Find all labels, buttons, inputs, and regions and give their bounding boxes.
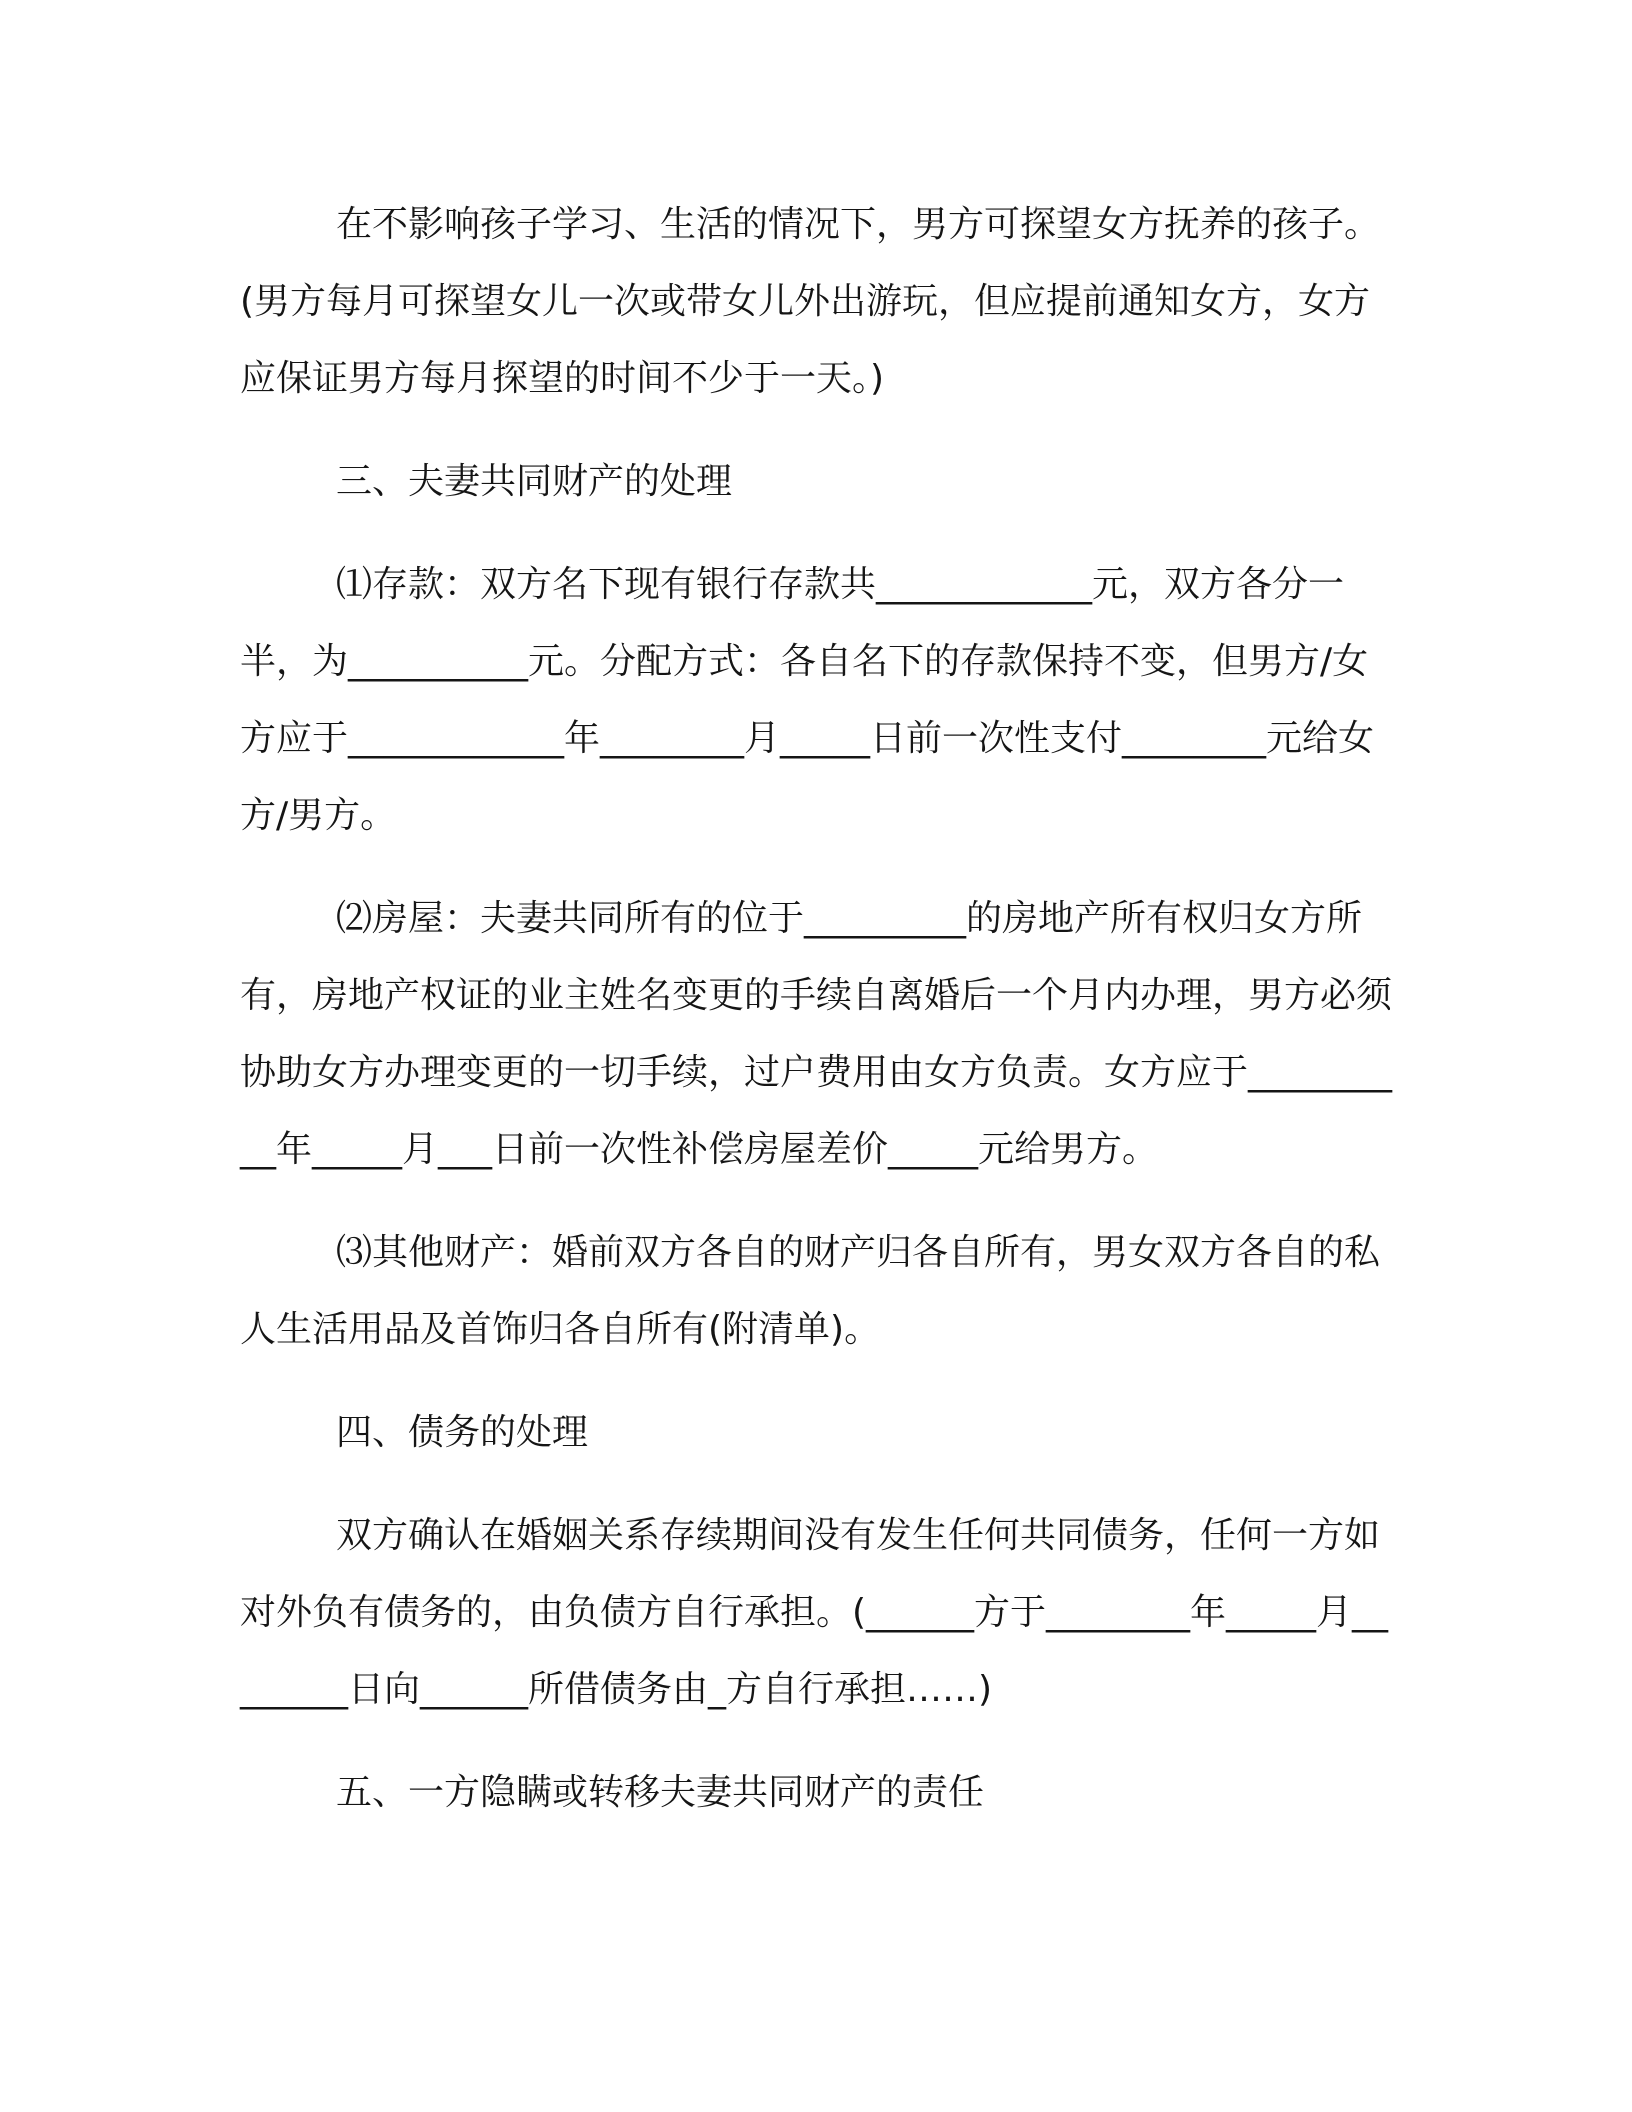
other-property-clause-paragraph: ⑶其他财产：婚前双方各自的财产归各自所有，男女双方各自的私人生活用品及首饰归各自所有(附清单)。 xyxy=(240,1232,1381,1350)
section-four-heading: 四、债务的处理 xyxy=(336,1412,589,1453)
house-clause-paragraph: ⑵房屋：夫妻共同所有的位于_________的房地产所有权归女方所有，房地产权证的业主姓名变更的手续自离婚后一个月内办理，男方必须协助女方办理变更的一切手续，过户费用由女方负责。女方应于__________年_____月___日前一次性补偿房屋差价_____元给男方。 xyxy=(240,898,1393,1170)
deposit-clause-paragraph: ⑴存款：双方名下现有银行存款共____________元，双方各分一半，为__________元。分配方式：各自名下的存款保持不变，但男方/女方应于____________年________月_____日前一次性支付________元给女方/男方。 xyxy=(240,564,1375,836)
section-five-heading: 五、一方隐瞒或转移夫妻共同财产的责任 xyxy=(336,1772,985,1813)
section-three-heading: 三、夫妻共同财产的处理 xyxy=(336,461,733,502)
document-body xyxy=(240,186,1392,1857)
visitation-paragraph: 在不影响孩子学习、生活的情况下，男方可探望女方抚养的孩子。(男方每月可探望女儿一次或带女儿外出游玩，但应提前通知女方，女方应保证男方每月探望的时间不少于一天。) xyxy=(240,204,1381,399)
debt-clause-paragraph: 双方确认在婚姻关系存续期间没有发生任何共同债务，任何一方如对外负有债务的，由负债方自行承担。(______方于________年_____月________日向______所借债务由_方自行承担……) xyxy=(240,1515,1389,1710)
